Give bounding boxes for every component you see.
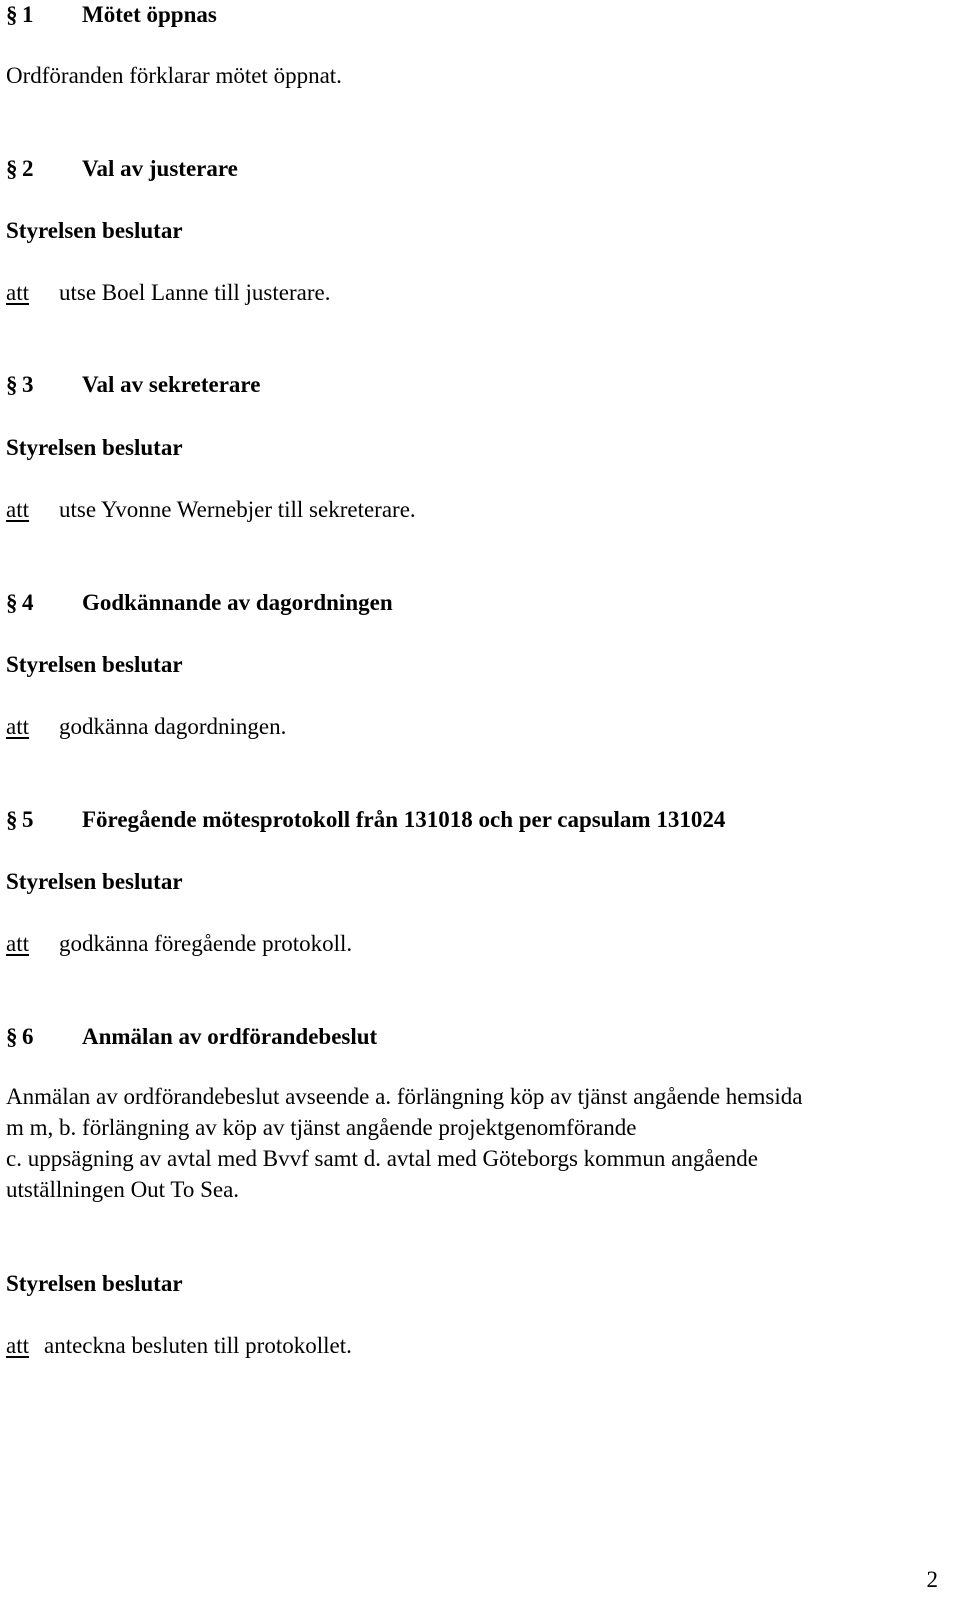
section-number: 2 [22,156,34,181]
section-3-decision [6,498,416,521]
section-title: Val av sekreterare [82,372,261,397]
att-label: att [6,1333,29,1358]
section-title: Anmälan av ordförandebeslut [82,1024,378,1049]
decision-text: anteckna besluten till protokollet. [44,1333,352,1358]
decision-text: godkänna föregående protokoll. [59,931,353,956]
decision-text: utse Yvonne Wernebjer till sekreterare. [59,497,416,522]
section-2-heading [6,157,238,180]
decision-heading: Styrelsen beslutar [6,652,183,677]
decision-heading: Styrelsen beslutar [6,435,183,460]
att-label: att [6,714,29,739]
page-number: 2 [926,1567,938,1592]
text-line: utställningen Out To Sea. [6,1177,240,1202]
section-title: Mötet öppnas [82,2,217,27]
section-4-heading [6,591,393,614]
decision-text: godkänna dagordningen. [59,714,287,739]
decision-heading: Styrelsen beslutar [6,869,183,894]
section-symbol: § [6,807,18,832]
decision-heading: Styrelsen beslutar [6,218,183,243]
section-5-decision [6,932,352,955]
section-number: 1 [22,2,34,27]
section-symbol: § [6,2,18,27]
section-1-heading [6,3,217,26]
section-symbol: § [6,1024,18,1049]
text-line: m m, b. förlängning av köp av tjänst angående projektgenomförande [6,1115,637,1140]
text-line: c. uppsägning av avtal med Bvvf samt d. avtal med Göteborgs kommun angående [6,1146,759,1171]
section-number: 3 [22,372,34,397]
section-symbol: § [6,372,18,397]
section-1-text: Ordföranden förklarar mötet öppnat. [6,63,342,88]
section-6-text [6,1081,946,1205]
section-symbol: § [6,590,18,615]
att-label: att [6,280,29,305]
section-2-decision [6,281,330,304]
section-title: Föregående mötesprotokoll från 131018 och per capsulam 131024 [82,807,726,832]
section-6-heading [6,1025,377,1048]
section-number: 6 [22,1024,34,1049]
text-line: Anmälan av ordförandebeslut avseende a. förlängning köp av tjänst angående hemsida [6,1084,803,1109]
decision-text: utse Boel Lanne till justerare. [59,280,331,305]
section-number: 5 [22,807,34,832]
section-6-decision [6,1334,352,1357]
section-title: Godkännande av dagordningen [82,590,393,615]
section-5-heading [6,808,725,831]
att-label: att [6,931,29,956]
section-3-heading [6,373,260,396]
decision-heading: Styrelsen beslutar [6,1271,183,1296]
att-label: att [6,497,29,522]
section-number: 4 [22,590,34,615]
section-title: Val av justerare [82,156,238,181]
section-symbol: § [6,156,18,181]
section-4-decision [6,715,286,738]
